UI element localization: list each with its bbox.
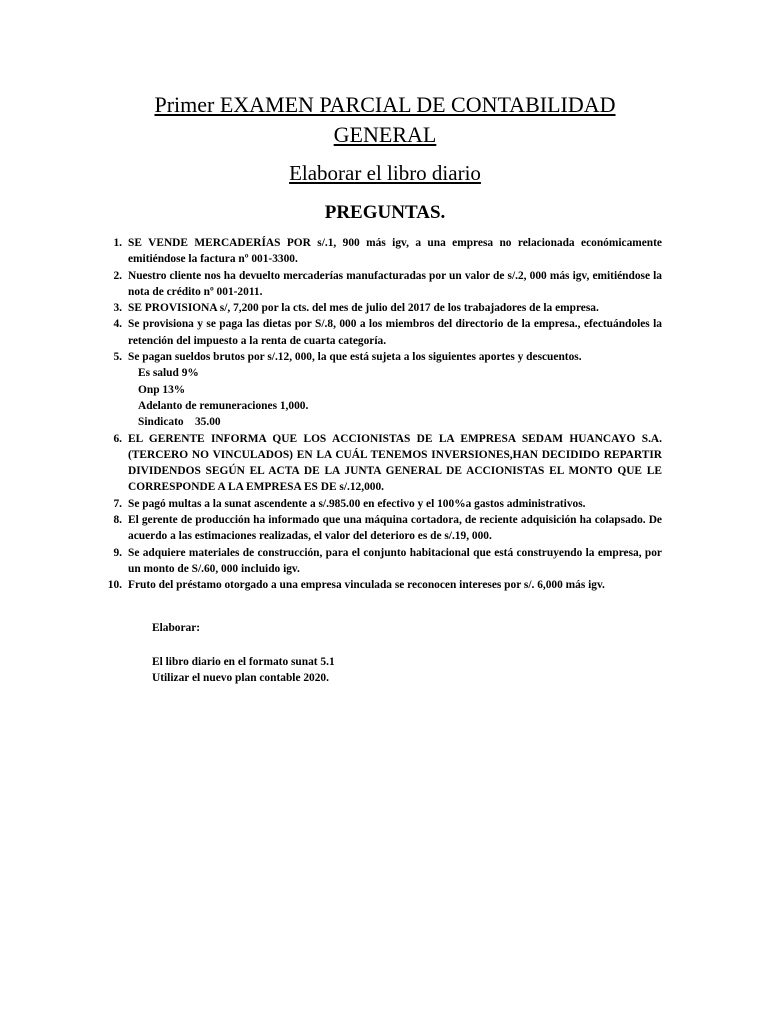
instructions-label: Elaborar: xyxy=(152,622,201,634)
question-item xyxy=(100,268,662,301)
title-line-1: Primer EXAMEN PARCIAL DE CONTABILIDAD xyxy=(154,92,616,117)
question-number: 10. xyxy=(107,579,122,592)
question-item xyxy=(100,577,662,593)
deduction-item: Onp 13% xyxy=(138,383,186,396)
deduction-item: Sindicato 35.00 xyxy=(138,416,221,429)
question-text: Se adquiere materiales de construcción, para el conjunto habitacional que está construyendo la empresa, por un monto de S/.60, 000 incluido igv. xyxy=(128,546,662,575)
question-item xyxy=(100,545,662,578)
question-number: 9. xyxy=(113,546,122,559)
question-item xyxy=(100,512,662,545)
question-item xyxy=(100,496,662,512)
question-item xyxy=(100,349,662,430)
question-number: 2. xyxy=(113,269,122,282)
question-text: SE VENDE MERCADERÍAS POR s/.1, 900 más igv, a una empresa no relacionada económicamente emitiéndose la factura nº 001-3300. xyxy=(128,237,662,266)
question-item xyxy=(100,431,662,496)
question-item xyxy=(100,235,662,268)
questions-list xyxy=(100,235,662,594)
question-text: Se pagó multas a la sunat ascendente a s/.985.00 en efectivo y el 100%a gastos administrativos. xyxy=(128,497,586,510)
deduction-item: Es salud 9% xyxy=(138,367,199,380)
question-number: 4. xyxy=(113,318,122,331)
question-text: Nuestro cliente nos ha devuelto mercaderías manufacturadas por un valor de s/.2, 000 más igv, emitiéndose la nota de crédito nº 001-2011. xyxy=(128,269,662,298)
question-number: 7. xyxy=(113,497,122,510)
question-number: 3. xyxy=(113,302,122,315)
deduction-item: Adelanto de remuneraciones 1,000. xyxy=(138,399,309,412)
question-text: Fruto del préstamo otorgado a una empresa vinculada se reconocen intereses por s/. 6,000 más igv. xyxy=(128,579,605,592)
instructions-line: Utilizar el nuevo plan contable 2020. xyxy=(152,672,329,684)
instructions-block xyxy=(152,620,335,687)
title-line-2: GENERAL xyxy=(333,122,437,147)
question-text: SE PROVISIONA s/, 7,200 por la cts. del mes de julio del 2017 de los trabajadores de la empresa. xyxy=(128,302,599,315)
question-number: 5. xyxy=(113,351,122,364)
question-text: EL GERENTE INFORMA QUE LOS ACCIONISTAS DE LA EMPRESA SEDAM HUANCAYO S.A.(TERCERO NO VINCULADOS) EN LA CUÁL TENEMOS INVERSIONES,HAN DECIDIDO REPARTIR DIVIDENDOS SEGÚN EL ACTA DE LA JUNTA GENERAL DE ACCIONISTAS EL MONTO QUE LE CORRESPONDE A LA EMPRESA ES DE s/.12,000. xyxy=(128,432,662,494)
page-subtitle: Elaborar el libro diario xyxy=(289,161,481,185)
question-number: 8. xyxy=(113,514,122,527)
instructions-line: El libro diario en el formato sunat 5.1 xyxy=(152,655,335,668)
question-text: Se pagan sueldos brutos por s/.12, 000, la que está sujeta a los siguientes aportes y descuentos. xyxy=(128,351,582,364)
section-title: PREGUNTAS. xyxy=(324,202,446,223)
deductions-list xyxy=(128,365,662,430)
question-number: 1. xyxy=(113,237,122,249)
question-text: Se provisiona y se paga las dietas por S/.8, 000 a los miembros del directorio de la empresa., efectuándoles la retención del impuesto a la renta de cuarta categoría. xyxy=(128,318,662,347)
question-number: 6. xyxy=(113,432,122,445)
question-item xyxy=(100,300,662,316)
page-title xyxy=(100,90,670,150)
question-item xyxy=(100,316,662,349)
question-text: El gerente de producción ha informado que una máquina cortadora, de reciente adquisición ha colapsado. De acuerdo a las estimaciones realizadas, el valor del deterioro es de s/.19, 000. xyxy=(128,514,662,543)
